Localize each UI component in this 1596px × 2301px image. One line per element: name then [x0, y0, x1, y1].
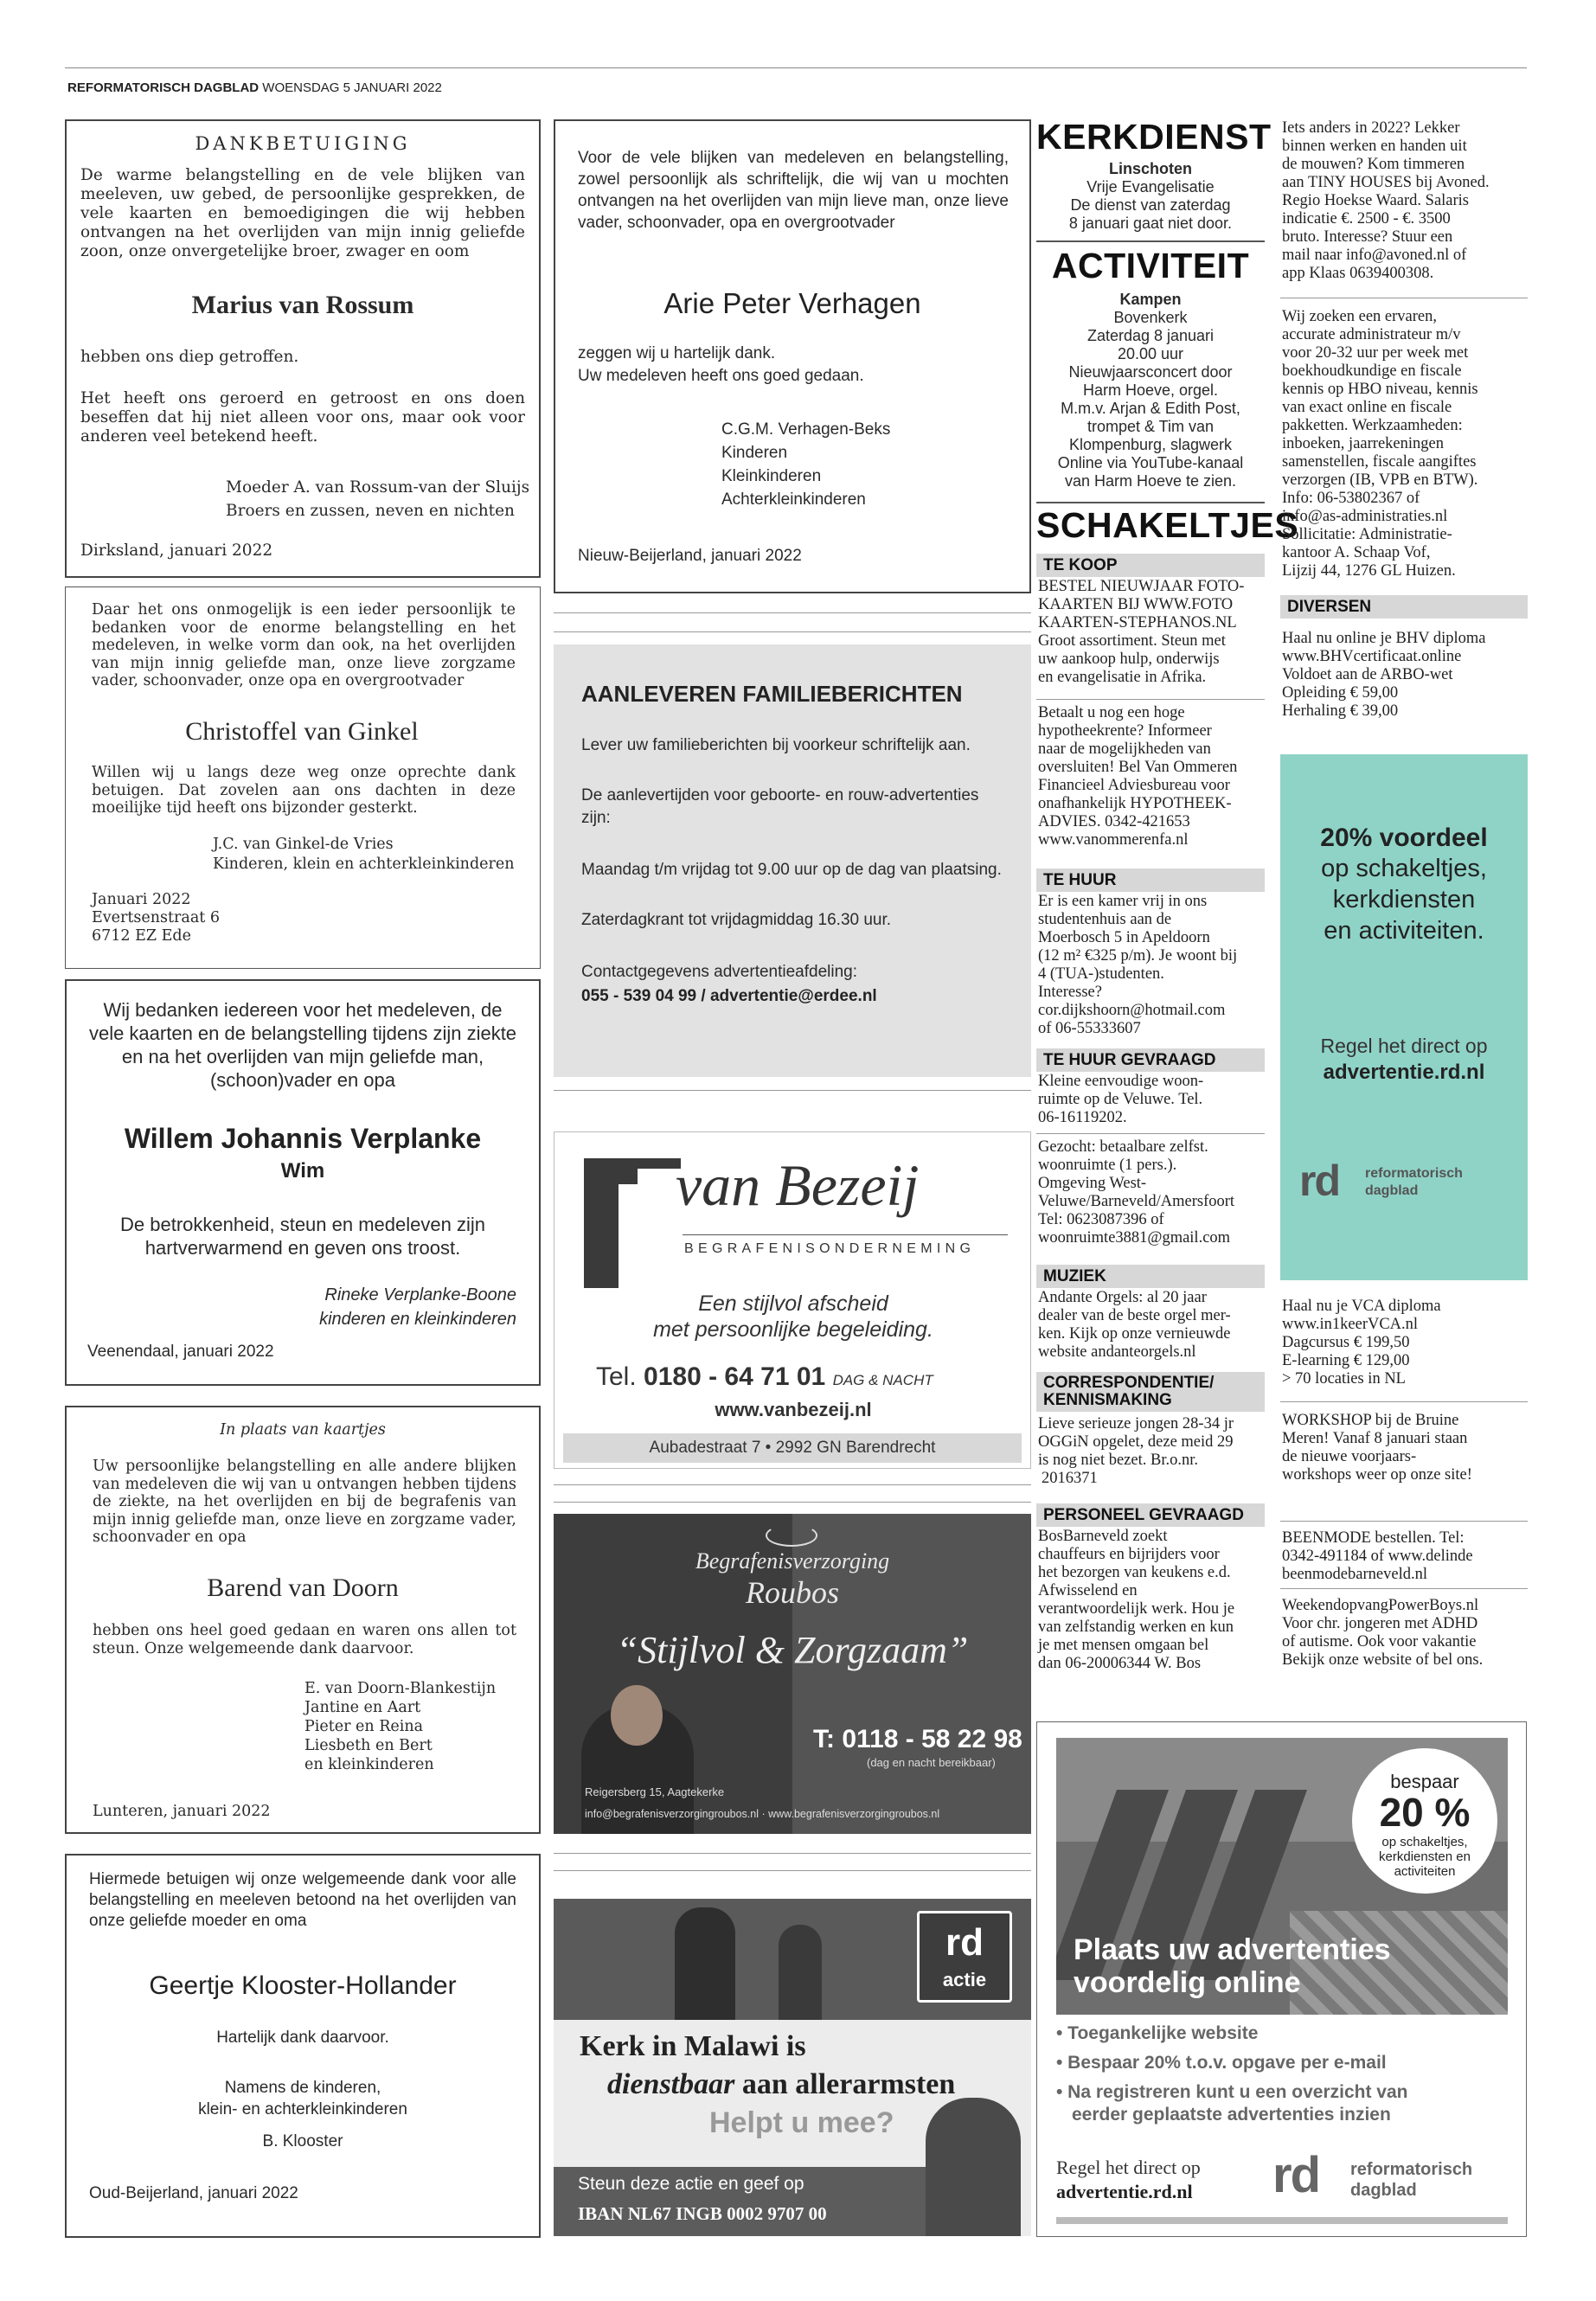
- deceased-name: Arie Peter Verhagen: [663, 287, 921, 319]
- info-text: Lever uw familieberichten bij voorkeur schriftelijk aan.: [581, 736, 971, 754]
- divider: [554, 1870, 1031, 1871]
- logo-text: rd: [945, 1921, 984, 1964]
- ad-line: Regio Hoekse Waard. Salaris: [1282, 192, 1470, 209]
- promo-headline: voordelig online: [1074, 1966, 1301, 1999]
- badge-text: op schakeltjes,: [1381, 1835, 1468, 1849]
- schakeltjes-title: SCHAKELTJES: [1036, 505, 1299, 545]
- promo-bullet: • Toegankelijke website: [1056, 2023, 1259, 2043]
- classified-ad: [1282, 1529, 1529, 1584]
- roubos-phone: T: 0118 - 58 22 98: [813, 1725, 1022, 1753]
- ad-line: binnen werken en handen uit: [1282, 138, 1467, 155]
- classified-ad: [1038, 1528, 1265, 1673]
- signature-line: en kleinkinderen: [304, 1756, 434, 1773]
- ad-line: kantoor A. Schaap Vof,: [1282, 544, 1431, 561]
- deceased-name: Christoffel van Ginkel: [185, 717, 419, 746]
- ad-body-2: Willen wij u langs deze weg onze oprechte dank betuigen. Dat zovelen aan ons dachten in deze moeilijke tijd heeft ons bijzonder gesterkt.: [92, 764, 516, 817]
- promo-headline: 20% voordeel: [1320, 824, 1488, 852]
- page-header: [67, 80, 442, 95]
- category-label: KENNISMAKING: [1043, 1391, 1172, 1409]
- ad-line: en evangelisatie in Afrika.: [1038, 669, 1207, 686]
- ad-line: WeekendopvangPowerBoys.nl: [1282, 1597, 1479, 1614]
- ad-line: www.in1keerVCA.nl: [1282, 1316, 1419, 1333]
- malawi-portrait: [926, 2098, 1021, 2236]
- dove-icon: [766, 1524, 817, 1547]
- malawi-iban: IBAN NL67 INGB 0002 9707 00: [578, 2203, 827, 2224]
- bezeij-address: Aubadestraat 7 • 2992 GN Barendrecht: [563, 1433, 1022, 1463]
- ad-line: Lijzij 44, 1276 GL Huizen.: [1282, 562, 1456, 580]
- ad-line: Bekijk onze website of bel ons.: [1282, 1651, 1484, 1669]
- deceased-name: Geertje Klooster-Hollander: [149, 1971, 457, 2000]
- ad-line: samenstellen, fiscale aangiftes: [1282, 453, 1477, 471]
- divider: [1280, 1521, 1528, 1522]
- ad-body: Wij bedanken iedereen voor het medeleven, de vele kaarten en de belangstelling tijdens zijn ziekte en na het overlijden van mijn geliefde man, (schoon)vader en opa: [88, 999, 517, 1091]
- ad-van-ginkel: [65, 586, 541, 969]
- ad-line: E-learning € 129,00: [1282, 1352, 1410, 1369]
- ad-line: oversluiten! Bel Van Ommeren: [1038, 759, 1238, 776]
- ad-line: beenmodebarneveld.nl: [1282, 1566, 1427, 1583]
- ad-line: www.vanommerenfa.nl: [1038, 831, 1189, 849]
- address-line: Evertsenstraat 6: [92, 909, 220, 926]
- signature-2: Broers en zussen, neven en nichten: [226, 502, 515, 520]
- promo-voordeel: [1280, 754, 1528, 1280]
- promo-footer: Regel het direct op: [1056, 2157, 1201, 2178]
- activiteit-line: 20.00 uur: [1117, 345, 1184, 362]
- activiteit-line: Online via YouTube-kanaal: [1057, 454, 1244, 471]
- signature-2: Kinderen, klein en achterkleinkinderen: [213, 856, 515, 873]
- malawi-question: Helpt u mee?: [709, 2106, 894, 2139]
- promo-text: en activiteiten.: [1324, 917, 1484, 945]
- ad-van-bezeij: [554, 1131, 1031, 1469]
- divider: [1036, 240, 1265, 242]
- bezeij-name: van Bezeij: [676, 1152, 920, 1218]
- ad-line: workshops weer op onze site!: [1282, 1466, 1472, 1484]
- ad-line: Wij zoeken een ervaren,: [1282, 308, 1438, 325]
- ad-line: Groot assortiment. Steun met: [1038, 632, 1226, 650]
- savings-badge: [1352, 1748, 1497, 1894]
- divider: [683, 1234, 1008, 1235]
- ad-line: BosBarneveld zoekt: [1038, 1528, 1168, 1545]
- bezeij-subtitle: BEGRAFENISONDERNEMING: [684, 1241, 976, 1256]
- ad-line: onafhankelijk HYPOTHEEK-: [1038, 795, 1232, 812]
- ad-line: voor 20-32 uur per week met: [1282, 344, 1469, 362]
- promo-text: op schakeltjes,: [1321, 855, 1487, 882]
- badge-text: kerkdiensten en: [1379, 1849, 1471, 1864]
- classified-ad: [1038, 1415, 1265, 1488]
- ad-line: boekhoudkundige en fiscale: [1282, 362, 1462, 380]
- promo-text: Regel het direct op: [1320, 1035, 1488, 1057]
- info-familieberichten: [554, 644, 1031, 1077]
- divider: [554, 1853, 1031, 1854]
- ad-line: dan 06-20006344 W. Bos: [1038, 1655, 1202, 1672]
- ad-line: Lieve serieuze jongen 28-34 jr: [1038, 1415, 1234, 1433]
- promo-text: kerkdiensten: [1332, 886, 1476, 913]
- activiteit-line: M.m.v. Arjan & Edith Post,: [1061, 400, 1240, 417]
- info-text: De aanlevertijden voor geboorte- en rouw-advertenties zijn:: [581, 786, 979, 827]
- ad-van-doorn: [65, 1406, 541, 1834]
- ad-body-2: Hartelijk dank daarvoor.: [216, 2029, 389, 2047]
- ad-line: OGGiN opgelet, deze meid 29: [1038, 1433, 1234, 1451]
- ad-body: Hiermede betuigen wij onze welgemeende dank voor alle belangstelling en meeleven betoond na het overlijden van onze geliefde moeder en oma: [89, 1870, 516, 1930]
- category-diversen: DIVERSEN: [1280, 595, 1528, 619]
- ad-line: Sollicitatie: Administratie-: [1282, 526, 1452, 543]
- header-rule: [65, 67, 1527, 68]
- ad-line: ruimte op de Veluwe. Tel.: [1038, 1091, 1203, 1108]
- ad-line: ken. Kijk op onze vernieuwde: [1038, 1325, 1231, 1343]
- info-text: Maandag t/m vrijdag tot 9.00 uur op de dag van plaatsing.: [581, 861, 1002, 879]
- ad-line: Meren! Vanaf 8 januari staan: [1282, 1430, 1468, 1447]
- ad-line: of 06-55333607: [1038, 1020, 1141, 1037]
- category-muziek: MUZIEK: [1036, 1265, 1265, 1288]
- rd-logo-text: reformatorisch: [1365, 1166, 1463, 1181]
- divider: [1036, 699, 1265, 700]
- ad-line: is nog niet bezet. Br.o.nr.: [1038, 1452, 1198, 1469]
- promo-bullet: • Na registreren kunt u een overzicht van: [1056, 2082, 1408, 2102]
- rd-logo: rd: [1299, 1157, 1339, 1205]
- deceased-name: Marius van Rossum: [191, 291, 414, 319]
- classified-ad: [1038, 578, 1265, 687]
- ad-roubos: [554, 1514, 1031, 1834]
- ad-line: 4 (TUA-)studenten.: [1038, 965, 1164, 983]
- ad-line: uw aankoop hulp, onderwijs: [1038, 651, 1220, 668]
- activiteit-line: trompet & Tim van: [1086, 418, 1215, 435]
- divider: [554, 1484, 1031, 1485]
- ad-line: 06-16119202.: [1038, 1109, 1127, 1126]
- signature-2: kinderen en kleinkinderen: [319, 1310, 516, 1329]
- ad-body-2: hebben ons heel goed gedaan en waren ons allen tot steun. Onze welgemeende dank daarvoor.: [93, 1622, 516, 1657]
- ad-line: Tel: 0623087396 of: [1038, 1211, 1164, 1228]
- activiteit-line: van Harm Hoeve te zien.: [1064, 472, 1237, 490]
- activiteit-line: Klompenburg, slagwerk: [1068, 436, 1233, 453]
- rd-logo-text: dagblad: [1350, 2181, 1417, 2200]
- ad-line: Herhaling € 39,00: [1282, 702, 1399, 720]
- ad-body-2: zeggen wij u hartelijk dank.: [578, 344, 776, 362]
- ad-line: 0342-491184 of www.delinde: [1282, 1548, 1473, 1565]
- bezeij-phone: 0180 - 64 71 01: [644, 1362, 826, 1391]
- contact-info: 055 - 539 04 99 / advertentie@erdee.nl: [581, 987, 877, 1005]
- kerkdienst-line: De dienst van zaterdag: [1070, 196, 1231, 214]
- ad-line: kennis op HBO niveau, kennis: [1282, 381, 1478, 398]
- classified-ad: [1282, 630, 1529, 721]
- promo-bottom-bar: [1056, 2217, 1508, 2224]
- ad-verplanke: [65, 979, 541, 1386]
- ad-line: chauffeurs en bijrijders voor: [1038, 1546, 1220, 1563]
- signature-1: Rineke Verplanke-Boone: [324, 1285, 516, 1304]
- ad-line: van exact online en fiscale: [1282, 399, 1452, 416]
- malawi-photo-figure: [675, 1907, 735, 2020]
- ad-line: Veluwe/Barneveld/Amersfoort: [1038, 1193, 1235, 1210]
- malawi-photo-figure: [779, 1925, 822, 2020]
- signature-1: J.C. van Ginkel-de Vries: [213, 836, 394, 853]
- ad-line: website andanteorgels.nl: [1038, 1343, 1196, 1361]
- activiteit-line: Bovenkerk: [1113, 309, 1188, 326]
- classified-ad: [1282, 308, 1529, 580]
- ad-malawi: [554, 1899, 1031, 2236]
- category-correspondentie: [1036, 1372, 1265, 1412]
- ad-place: Nieuw-Beijerland, januari 2022: [578, 547, 802, 565]
- ad-line: Voor chr. jongeren met ADHD: [1282, 1615, 1478, 1632]
- ad-title: DANKBETUIGING: [195, 133, 411, 154]
- activiteit-title: ACTIVITEIT: [1051, 246, 1250, 285]
- malawi-headline-italic: dienstbaar: [607, 2068, 735, 2100]
- signature-1: Moeder A. van Rossum-van der Sluijs: [226, 478, 530, 497]
- classified-ad: [1038, 704, 1265, 849]
- ad-line: verantwoordelijk werk. Hou je: [1038, 1600, 1235, 1618]
- signature-line: Achterkleinkinderen: [721, 490, 866, 509]
- ad-intro: In plaats van kaartjes: [220, 1421, 386, 1439]
- ad-verhagen: [554, 119, 1031, 593]
- divider: [554, 1502, 1031, 1503]
- bezeij-logo-top: [584, 1158, 681, 1169]
- classified-ad: [1038, 1073, 1265, 1127]
- classified-ad: [1038, 893, 1265, 1038]
- ad-line: Iets anders in 2022? Lekker: [1282, 119, 1460, 137]
- kerkdienst-title: KERKDIENST: [1036, 117, 1272, 157]
- classified-ad: [1282, 119, 1529, 283]
- classified-ad: [1282, 1298, 1529, 1388]
- deceased-name: Barend van Doorn: [207, 1574, 399, 1602]
- ad-line: Gezocht: betaalbare zelfst.: [1038, 1138, 1208, 1156]
- ad-line: hypotheekrente? Informeer: [1038, 722, 1212, 740]
- person-face: [611, 1685, 663, 1746]
- ad-line: www.BHVcertificaat.online: [1282, 648, 1462, 665]
- ad-line: app Klaas 0639400308.: [1282, 265, 1434, 282]
- ad-line: studentenhuis aan de: [1038, 911, 1172, 928]
- ad-body-3: Uw medeleven heeft ons goed gedaan.: [578, 367, 864, 385]
- divider: [1036, 502, 1265, 503]
- ad-line: de nieuwe voorjaars-: [1282, 1448, 1417, 1465]
- ad-body: Uw persoonlijke belangstelling en alle andere blijken van medeleven die wij van u ontvangen hebben tijdens de ziekte, na het overlijden en bij de begrafenis van mijn innig geliefde man, onze lieve en zorgzame vader, schoonvader en opa: [93, 1458, 516, 1546]
- activiteit-line: Nieuwjaarsconcert door: [1068, 363, 1233, 381]
- classified-ad: [1282, 1412, 1529, 1484]
- ad-line: het bezorgen van keukens e.d.: [1038, 1564, 1231, 1581]
- divider: [554, 612, 1031, 613]
- divider: [1036, 1133, 1265, 1134]
- badge-percent: 20 %: [1379, 1790, 1471, 1835]
- signature-line: Kinderen: [721, 444, 788, 462]
- tel-prefix: Tel.: [596, 1362, 637, 1391]
- classified-ad: [1282, 1597, 1529, 1670]
- malawi-headline: Kerk in Malawi is: [580, 2030, 806, 2062]
- promo-bullet: • Bespaar 20% t.o.v. opgave per e-mail: [1056, 2053, 1387, 2073]
- address-line: Januari 2022: [92, 891, 191, 908]
- category-te-huur-gevraagd: TE HUUR GEVRAAGD: [1036, 1048, 1265, 1072]
- bezeij-slogan: Een stijlvol afscheid: [698, 1292, 888, 1316]
- ad-line: Afwisselend en: [1038, 1582, 1138, 1599]
- rd-logo: rd: [1272, 2147, 1319, 2203]
- badge-text: bespaar: [1390, 1771, 1459, 1792]
- rd-actie-logo: [917, 1911, 1012, 2003]
- rd-logo-text: reformatorisch: [1350, 2160, 1473, 2179]
- ad-body-2: hebben ons diep getroffen.: [80, 348, 299, 366]
- ad-line: BESTEL NIEUWJAAR FOTO-: [1038, 578, 1245, 595]
- divider: [1280, 1588, 1528, 1589]
- kerkdienst-line: Vrije Evangelisatie: [1086, 178, 1215, 195]
- badge-text: activiteiten: [1394, 1864, 1456, 1879]
- ad-line: bruto. Interesse? Stuur een: [1282, 228, 1453, 246]
- malawi-footer-text: Steun deze actie en geef op: [578, 2174, 804, 2194]
- ad-line: Omgeving West-: [1038, 1175, 1147, 1192]
- ad-line: Moerbosch 5 in Apeldoorn: [1038, 929, 1210, 946]
- ad-klooster: [65, 1854, 541, 2238]
- activiteit-line: Zaterdag 8 januari: [1086, 327, 1215, 344]
- ad-line: Betaalt u nog een hoge: [1038, 704, 1185, 721]
- ad-line: pakketten. Werkzaamheden:: [1282, 417, 1463, 434]
- classified-ad: [1038, 1138, 1265, 1247]
- activiteit-place: Kampen: [1119, 291, 1182, 308]
- ad-line: info@as-administraties.nl: [1282, 508, 1448, 525]
- divider: [1280, 1401, 1528, 1402]
- ad-line: woonruimte3881@gmail.com: [1038, 1229, 1231, 1247]
- ad-line: of autisme. Ook voor vakantie: [1282, 1633, 1477, 1650]
- ad-line: accurate administrateur m/v: [1282, 326, 1461, 343]
- kerkdienst-place: Linschoten: [1108, 160, 1192, 177]
- ad-line: Er is een kamer vrij in ons: [1038, 893, 1208, 910]
- signature-line: C.G.M. Verhagen-Beks: [721, 420, 891, 439]
- bezeij-slogan: met persoonlijke begeleiding.: [653, 1317, 933, 1342]
- ad-body-4: klein- en achterkleinkinderen: [198, 2100, 407, 2118]
- promo-url: advertentie.rd.nl: [1056, 2181, 1193, 2202]
- signature-line: Liesbeth en Bert: [304, 1737, 433, 1754]
- ad-line: inboeken, jaarrekeningen: [1282, 435, 1444, 452]
- activiteit-line: Harm Hoeve, orgel.: [1082, 381, 1219, 399]
- ad-line: dealer van de beste orgel mer-: [1038, 1307, 1231, 1324]
- newspaper-name: REFORMATORISCH DAGBLAD: [67, 80, 260, 95]
- signature-line: Kleinkinderen: [721, 467, 822, 485]
- roubos-address: Reigersberg 15, Aagtekerke: [585, 1785, 725, 1798]
- address-line: 6712 EZ Ede: [92, 927, 191, 945]
- ad-line: WORKSHOP bij de Bruine: [1282, 1412, 1459, 1429]
- ad-line: (12 m² €325 p/m). Je woont bij: [1038, 947, 1238, 965]
- ad-line: woonruimte (1 pers.).: [1038, 1157, 1177, 1174]
- promo-online: [1036, 1721, 1527, 2237]
- divider: [554, 631, 1031, 632]
- signature: B. Klooster: [262, 2132, 343, 2150]
- ad-line: Info: 06-53802367 of: [1282, 490, 1420, 507]
- ad-line: indicatie €. 2500 - €. 3500: [1282, 210, 1451, 228]
- ad-line: Haal nu je VCA diploma: [1282, 1298, 1441, 1315]
- ad-line: Interesse?: [1038, 984, 1102, 1001]
- roubos-name: Roubos: [746, 1575, 839, 1610]
- kerkdienst-section: [1036, 117, 1272, 232]
- signature-line: E. van Doorn-Blankestijn: [304, 1680, 497, 1697]
- classified-ad: [1038, 1289, 1265, 1362]
- ad-line: > 70 locaties in NL: [1282, 1370, 1406, 1388]
- promo-url: advertentie.rd.nl: [1323, 1061, 1485, 1084]
- ad-line: BEENMODE bestellen. Tel:: [1282, 1529, 1465, 1547]
- ad-line: Andante Orgels: al 20 jaar: [1038, 1289, 1207, 1306]
- deceased-nickname: Wim: [280, 1159, 325, 1183]
- malawi-footer: [554, 2167, 926, 2236]
- ad-line: KAARTEN-STEPHANOS.NL: [1038, 614, 1237, 631]
- promo-headline: Plaats uw advertenties: [1074, 1933, 1391, 1966]
- signature-line: Jantine en Aart: [304, 1699, 421, 1716]
- malawi-headline: aan allerarmsten: [741, 2068, 956, 2100]
- info-text: Zaterdagkrant tot vrijdagmiddag 16.30 uur.: [581, 911, 892, 929]
- tel-suffix: DAG & NACHT: [832, 1372, 933, 1388]
- ad-body: Daar het ons onmogelijk is een ieder persoonlijk te bedanken voor de enorme belangstelling en het medeleven, in welke vorm dan ook, na het overlijden van mijn innig geliefde man, onze lieve zorgzame vader, schoonvader, onze opa en overgrootvader: [92, 601, 516, 689]
- ad-body: De warme belangstelling en de vele blijken van meeleven, uw gebed, de persoonlijke gesprekken, de vele kaarten en bemoedigingen die wij hebben ontvangen na het overlijden van mijn innig geliefde zoon, onze onvergetelijke broer, zwager en oom: [80, 166, 525, 260]
- ad-line: 2016371: [1042, 1470, 1098, 1487]
- signature-line: Pieter en Reina: [304, 1718, 424, 1735]
- ad-line: Opleiding € 59,00: [1282, 684, 1399, 702]
- ad-body: Voor de vele blijken van medeleven en belangstelling, zowel persoonlijk als schriftelijk, die wij van u mochten ontvangen na het overlijden van mijn lieve man, onze lieve vader, schoonvader, opa en overgrootvader: [578, 149, 1009, 232]
- deceased-name: Willem Johannis Verplanke: [124, 1123, 482, 1154]
- ad-place: Dirksland, januari 2022: [80, 542, 273, 560]
- ad-body-3: Namens de kinderen,: [224, 2079, 381, 2097]
- divider: [554, 1090, 1031, 1091]
- info-text: Contactgegevens advertentieafdeling:: [581, 963, 858, 981]
- ad-van-rossum: [65, 119, 541, 578]
- ad-line: Haal nu online je BHV diploma: [1282, 630, 1486, 647]
- kerkdienst-line: 8 januari gaat niet door.: [1068, 215, 1233, 232]
- ad-line: je met mensen omgaan bel: [1038, 1637, 1209, 1654]
- info-title: AANLEVEREN FAMILIEBERICHTEN: [581, 681, 963, 707]
- logo-text: actie: [942, 1969, 987, 1990]
- ad-body-3: Het heeft ons geroerd en getroost en ons doen beseffen dat hij niet alleen voor ons, maar ook voor anderen veel betekend heeft.: [80, 389, 525, 445]
- category-te-koop: TE KOOP: [1036, 554, 1265, 577]
- ad-line: naar de mogelijkheden van: [1038, 740, 1211, 758]
- issue-date: WOENSDAG 5 JANUARI 2022: [262, 80, 442, 95]
- ad-line: verzorgen (IB, VPB en BTW).: [1282, 471, 1478, 489]
- ad-line: van zelfstandig werken en kun: [1038, 1618, 1234, 1636]
- ad-line: Financieel Adviesbureau voor: [1038, 777, 1230, 794]
- roubos-contact: info@begrafenisverzorgingroubos.nl · www.begrafenisverzorgingroubos.nl: [585, 1808, 940, 1820]
- ad-line: Voldoet aan de ARBO-wet: [1282, 666, 1453, 683]
- ad-place: Oud-Beijerland, januari 2022: [89, 2184, 298, 2202]
- roubos-line1: Begrafenisverzorging: [695, 1548, 890, 1574]
- roubos-phone-sub: (dag en nacht bereikbaar): [867, 1756, 996, 1769]
- bezeij-logo-door: [615, 1184, 655, 1288]
- ad-line: aan TINY HOUSES bij Avoned.: [1282, 174, 1490, 191]
- category-personeel: PERSONEEL GEVRAAGD: [1036, 1503, 1265, 1527]
- ad-line: KAARTEN BIJ WWW.FOTO: [1038, 596, 1234, 613]
- category-te-huur: TE HUUR: [1036, 868, 1265, 892]
- ad-line: mail naar info@avoned.nl of: [1282, 247, 1467, 264]
- category-label: CORRESPONDENTIE/: [1043, 1374, 1215, 1392]
- rd-logo-text: dagblad: [1365, 1183, 1419, 1198]
- ad-line: ADVIES. 0342-421653: [1038, 813, 1190, 830]
- activiteit-section: [1036, 246, 1265, 490]
- ad-place: Lunteren, januari 2022: [93, 1803, 271, 1820]
- promo-bullet: eerder geplaatste advertenties inzien: [1072, 2105, 1391, 2125]
- ad-line: de mouwen? Kom timmeren: [1282, 156, 1465, 173]
- ad-line: cor.dijkshoorn@hotmail.com: [1038, 1002, 1226, 1019]
- ad-line: Dagcursus € 199,50: [1282, 1334, 1410, 1351]
- bezeij-website: www.vanbezeij.nl: [715, 1399, 872, 1420]
- roubos-slogan: “Stijlvol & Zorgzaam”: [616, 1629, 969, 1671]
- ad-place: Veenendaal, januari 2022: [87, 1343, 274, 1361]
- ad-line: Kleine eenvoudige woon-: [1038, 1073, 1204, 1090]
- ad-body-2: De betrokkenheid, steun en medeleven zijn hartverwarmend en geven ons troost.: [120, 1214, 485, 1259]
